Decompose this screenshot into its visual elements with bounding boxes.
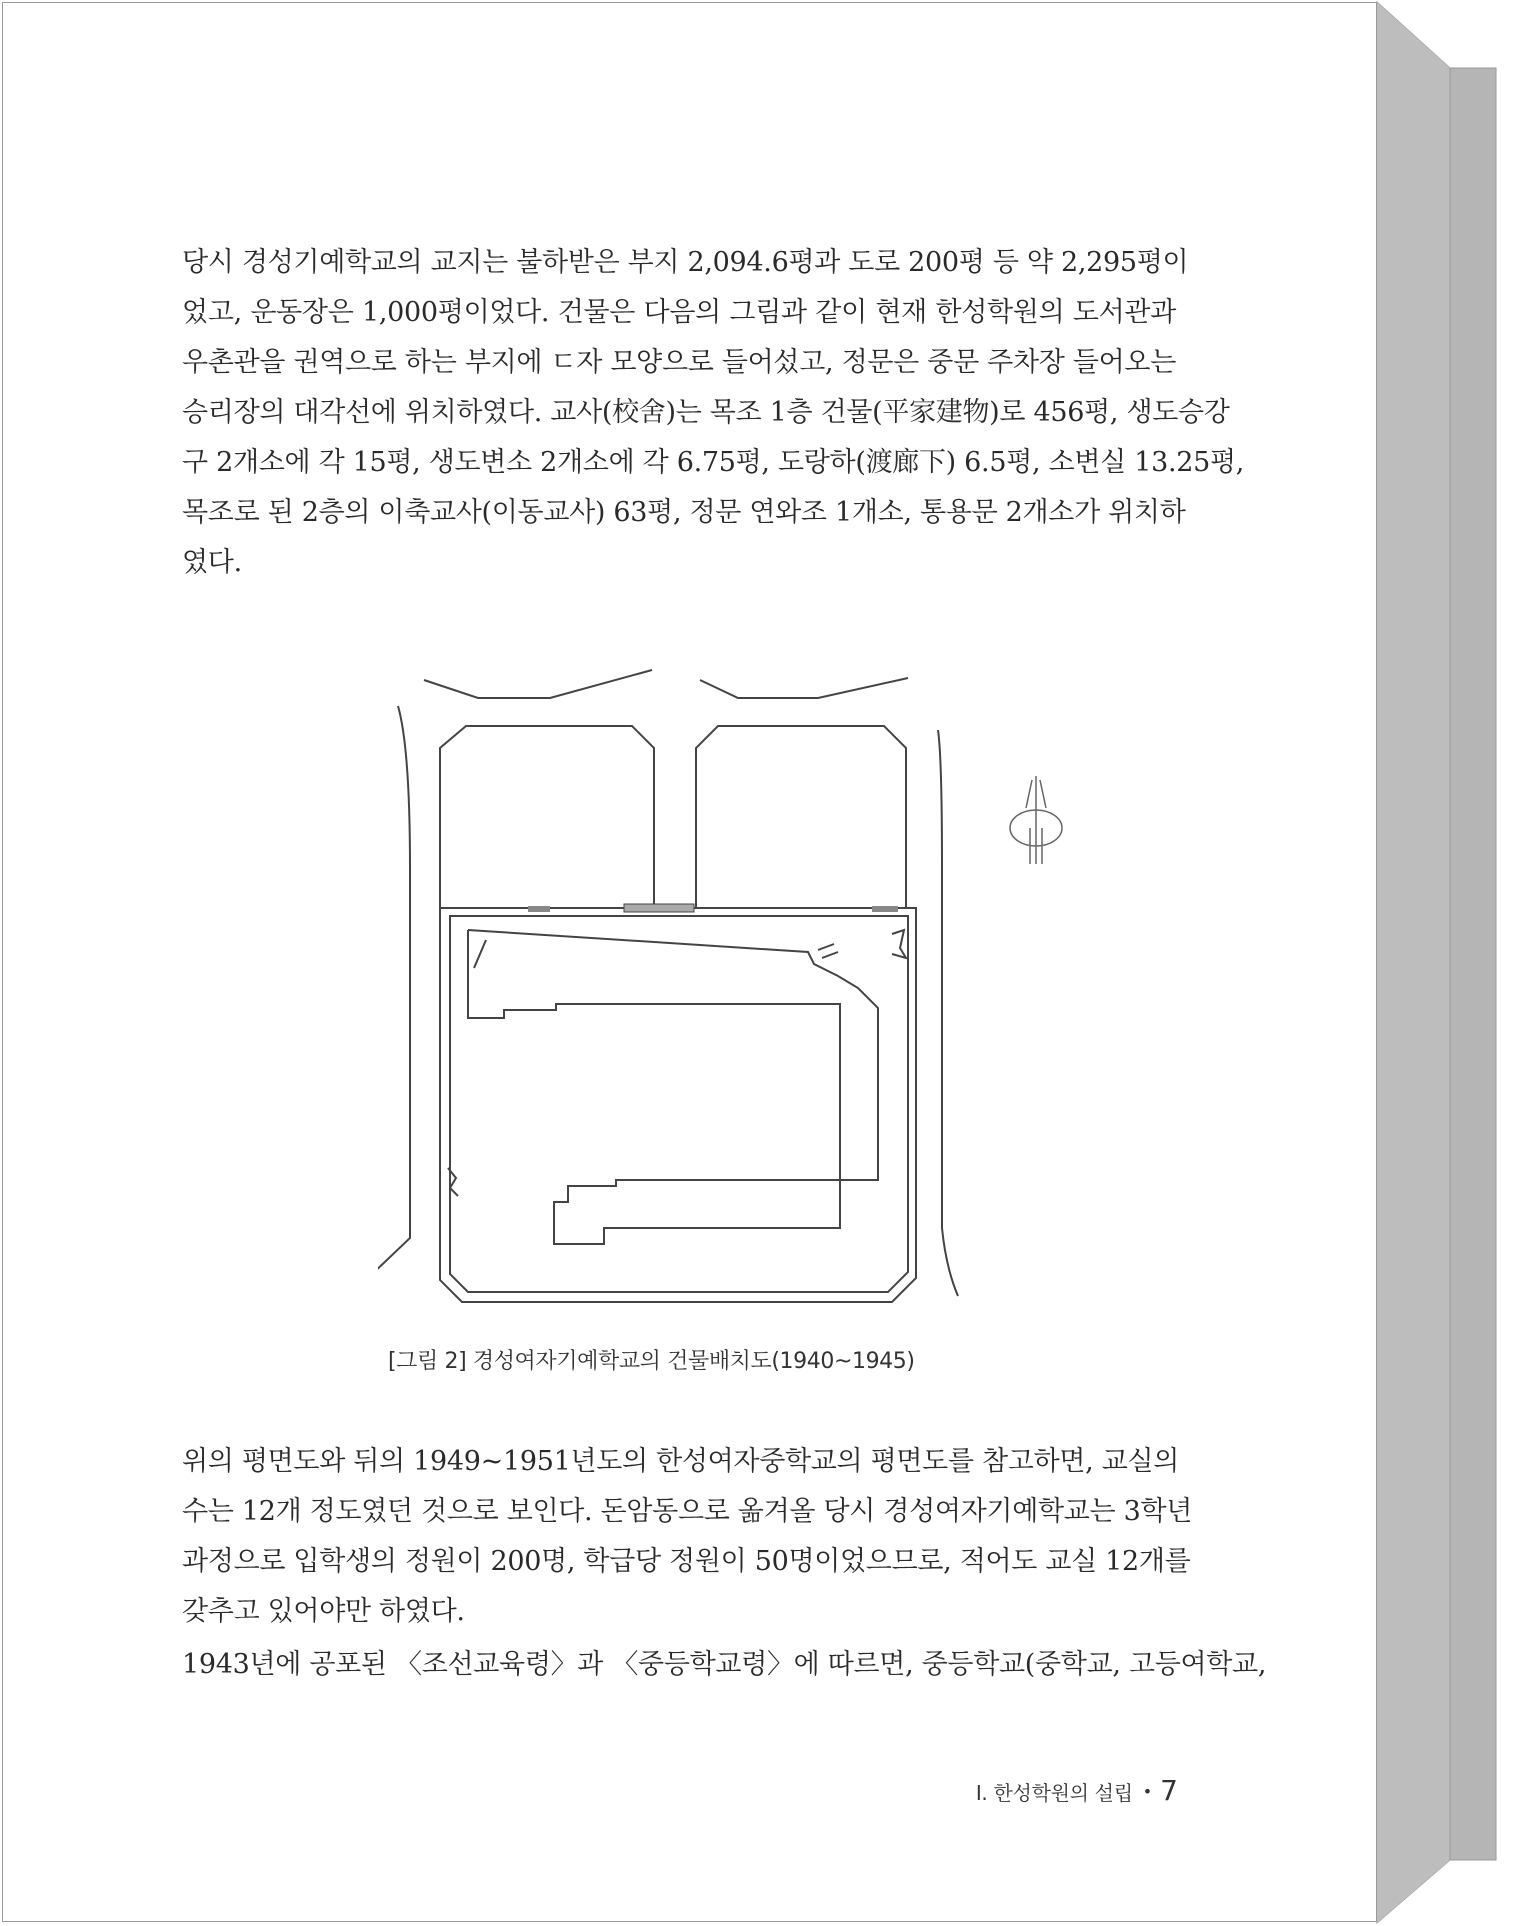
footer-bullet: • xyxy=(1142,1782,1153,1801)
page-number: 7 xyxy=(1160,1774,1178,1807)
road-line xyxy=(938,730,958,1296)
main-gate-mark xyxy=(624,904,694,912)
paragraph-1 xyxy=(182,238,1245,588)
paragraph-line: 위의 평면도와 뒤의 1949~1951년도의 한성여자중학교의 평면도를 참고하면, 교실의 xyxy=(182,1446,1180,1477)
paragraph-line: 갖추고 있어야만 하였다. xyxy=(182,1596,465,1627)
city-block xyxy=(440,726,654,908)
school-building xyxy=(468,930,878,1244)
paragraph-line: 였다. xyxy=(182,547,242,578)
paragraph-line: 승리장의 대각선에 위치하였다. 교사(校舍)는 목조 1층 건물(平家建物)로 456평, 생도승강 xyxy=(182,397,1230,428)
paragraph-line: 우촌관을 권역으로 하는 부지에 ㄷ자 모양으로 들어섰고, 정문은 중문 주차장 들어오는 xyxy=(182,347,1176,378)
paragraph-line: 과정으로 입학생의 정원이 200명, 학급당 정원이 50명이었으므로, 적어도 교실 12개를 xyxy=(182,1546,1191,1577)
gate-mark xyxy=(872,906,898,912)
building-detail xyxy=(474,940,486,968)
page-footer xyxy=(946,1774,1178,1807)
paragraph-line: 었고, 운동장은 1,000평이었다. 건물은 다음의 그림과 같이 현재 한성학원의 도서관과 xyxy=(182,297,1176,328)
paragraph-line: 수는 12개 정도였던 것으로 보인다. 돈암동으로 옮겨올 당시 경성여자기예학교는 3학년 xyxy=(182,1496,1193,1527)
side-gate-mark xyxy=(892,930,906,958)
paragraph-2 xyxy=(182,1437,1193,1637)
paragraph-line: 목조로 된 2층의 이축교사(이동교사) 63평, 정문 연와조 1개소, 통용문 2개소가 위치하 xyxy=(182,497,1186,528)
site-boundary xyxy=(440,908,916,1302)
paragraph-3 xyxy=(182,1640,1267,1690)
road-line xyxy=(424,670,652,698)
city-block xyxy=(696,726,906,908)
chapter-title: I. 한성학원의 설립 xyxy=(975,1781,1133,1805)
building-layout-diagram xyxy=(378,668,1078,1308)
road-line xyxy=(378,706,410,1278)
paragraph-line: 1943년에 공포된 〈조선교육령〉과 〈중등학교령〉에 따르면, 중등학교(중학교, 고등여학교, xyxy=(182,1649,1267,1680)
paragraph-line: 구 2개소에 각 15평, 생도변소 2개소에 각 6.75평, 도랑하(渡廊下) 6.5평, 소변실 13.25평, xyxy=(182,447,1245,478)
building-detail xyxy=(818,944,838,958)
road-line xyxy=(700,678,908,698)
gate-mark xyxy=(528,906,550,912)
compass-icon xyxy=(1010,776,1062,864)
paragraph-line: 당시 경성기예학교의 교지는 불하받은 부지 2,094.6평과 도로 200평 등 약 2,295평이 xyxy=(182,247,1189,278)
figure-caption: [그림 2] 경성여자기예학교의 건물배치도(1940~1945) xyxy=(388,1349,915,1374)
